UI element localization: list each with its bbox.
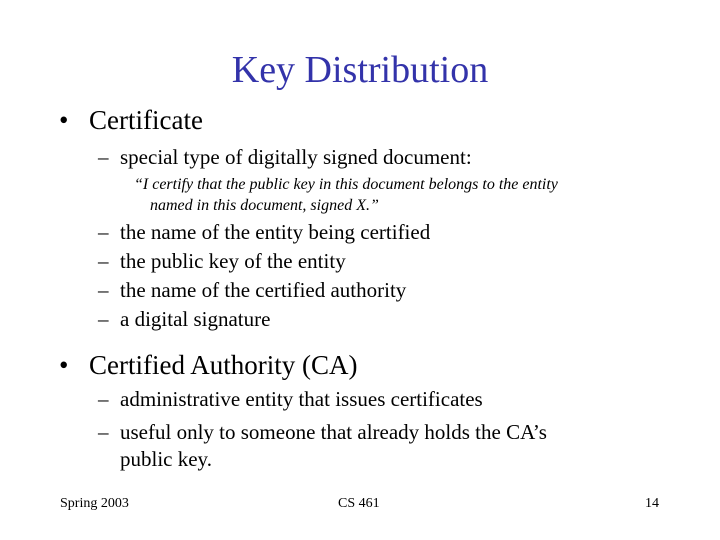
footer-date: Spring 2003 (60, 496, 129, 511)
sub-item-text: useful only to someone that already holds the CA’s (120, 420, 547, 444)
dash-marker: – (98, 307, 109, 331)
footer-course: CS 461 (338, 496, 380, 511)
page-number: 14 (645, 496, 659, 511)
dash-marker: – (98, 387, 109, 411)
dash-marker: – (98, 420, 109, 444)
slide-title: Key Distribution (231, 49, 489, 91)
bullet-heading: Certified Authority (CA) (89, 350, 358, 380)
sub-item-text: special type of digitally signed document: (120, 145, 472, 169)
dash-marker: – (98, 278, 109, 302)
dash-marker: – (98, 145, 109, 169)
sub-item-text: the name of the entity being certified (120, 220, 431, 244)
sub-item-text: a digital signature (120, 307, 271, 331)
sub-item-text: the public key of the entity (120, 249, 346, 273)
bullet-marker: • (59, 350, 69, 380)
certificate-quote (134, 174, 558, 216)
sub-item-continuation: public key. (120, 447, 212, 471)
dash-marker: – (98, 249, 109, 273)
sub-item-text: administrative entity that issues certificates (120, 387, 483, 411)
dash-marker: – (98, 220, 109, 244)
bullet-marker: • (59, 105, 69, 135)
quote-line-1: “I certify that the public key in this document belongs to the entity (134, 176, 558, 193)
quote-line-2: named in this document, signed X.” (150, 197, 379, 214)
sub-item-text: the name of the certified authority (120, 278, 407, 302)
bullet-heading: Certificate (89, 105, 203, 135)
